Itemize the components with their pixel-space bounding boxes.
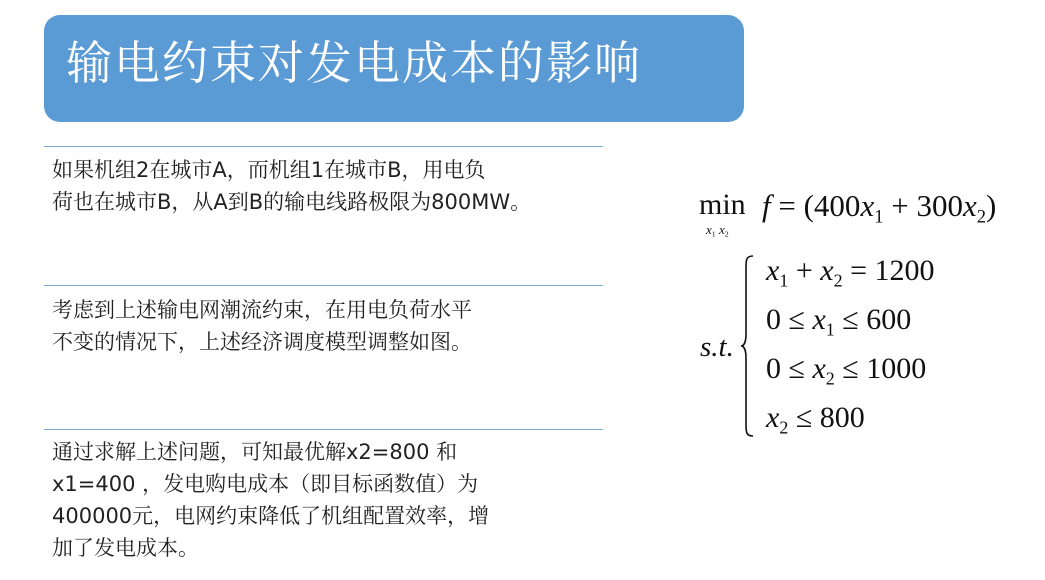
title-banner [44, 15, 744, 122]
divider [44, 146, 603, 147]
paragraph-2 [52, 294, 612, 358]
paragraph-line: 荷也在城市B，从A到B的输电线路极限为800MW。 [52, 190, 532, 214]
constraint-3: $0 \le x_2 \le 1000$ [766, 352, 927, 389]
constraint-4: $x_2 \le 800$ [766, 401, 865, 438]
constraint-2: $0 \le x_1 \le 600$ [766, 303, 912, 340]
paragraph-line: 通过求解上述问题，可知最优解x2=800 和 [52, 440, 458, 464]
paragraph-line: 加了发电成本。 [52, 536, 199, 560]
paragraph-line: 考虑到上述输电网潮流约束，在用电负荷水平 [52, 298, 472, 322]
left-brace-icon [740, 254, 754, 438]
min-subscript: $x_1$ $x_2$ [706, 222, 729, 239]
divider [44, 429, 603, 430]
min-operator: min [699, 188, 746, 221]
paragraph-1 [52, 154, 612, 218]
paragraph-line: 不变的情况下，上述经济调度模型调整如图。 [52, 330, 472, 354]
slide-title: 输电约束对发电成本的影响 [66, 36, 642, 90]
paragraph-3 [52, 436, 612, 564]
divider [44, 285, 603, 286]
constraint-1: $x_1 + x_2 = 1200$ [766, 254, 935, 291]
paragraph-line: x1=400 ，发电购电成本（即目标函数值）为 [52, 472, 479, 496]
subject-to-label: s.t. [700, 331, 734, 363]
paragraph-line: 如果机组2在城市A，而机组1在城市B，用电负 [52, 158, 486, 182]
paragraph-line: 400000元，电网约束降低了机组配置效率，增 [52, 504, 490, 528]
objective-function: $f = (400x_1 + 300x_2)$ [762, 188, 997, 228]
